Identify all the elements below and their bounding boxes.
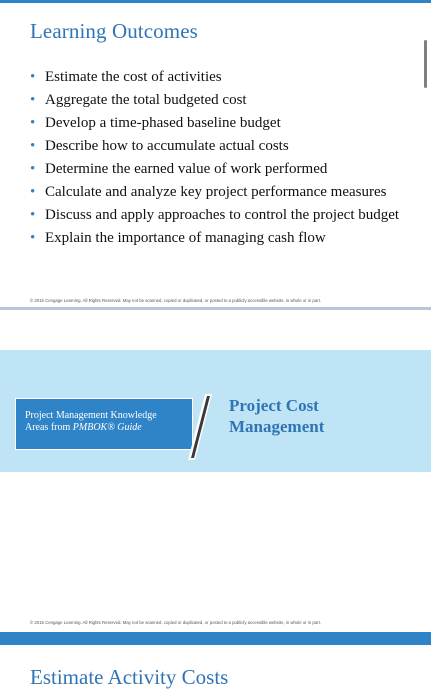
list-item-text: Estimate the cost of activities	[45, 69, 222, 85]
slide-project-cost-management	[0, 350, 431, 640]
list-item-text: Aggregate the total budgeted cost	[45, 92, 247, 108]
list-item	[30, 205, 426, 225]
list-item	[30, 113, 426, 133]
bullet-icon: •	[30, 92, 36, 108]
list-item	[30, 228, 426, 248]
slide-title: Learning Outcomes	[30, 19, 198, 43]
bullet-icon: •	[30, 115, 36, 131]
pmbok-guide-text: PMBOK® Guide	[72, 422, 142, 433]
list-item	[30, 159, 426, 179]
bullet-icon: •	[30, 184, 36, 200]
copyright-notice: © 2015 Cengage Learning. All Rights Reserved. May not be scanned, copied or duplicated, or posted to a publicly accessible website, in whole or in part.	[30, 298, 321, 303]
list-item-text: Determine the earned value of work performed	[45, 161, 328, 177]
bullet-icon: •	[30, 69, 36, 85]
knowledge-area-box	[15, 398, 193, 450]
slide-learning-outcomes	[0, 0, 431, 308]
slide-top-rule	[0, 0, 431, 3]
bullet-icon: •	[30, 161, 36, 177]
knowledge-area-line2	[25, 422, 192, 434]
list-item-text: Calculate and analyze key project performance measures	[45, 184, 387, 200]
list-item	[30, 182, 426, 202]
section-title	[229, 395, 324, 437]
knowledge-area-prefix: Areas from	[25, 422, 73, 433]
bullet-icon: •	[30, 207, 36, 223]
section-title-line2: Management	[229, 417, 325, 436]
slide-gap	[0, 310, 431, 350]
list-item-text: Develop a time-phased baseline budget	[45, 115, 281, 131]
list-item	[30, 67, 426, 87]
bullet-icon: •	[30, 138, 36, 154]
section-title-line1: Project Cost	[229, 396, 319, 415]
section-header-band	[0, 350, 431, 472]
learning-outcomes-list	[30, 67, 426, 251]
list-item	[30, 136, 426, 156]
slide-bottom-bar	[0, 632, 431, 646]
list-item-text: Describe how to accumulate actual costs	[45, 138, 289, 154]
list-item-text: Discuss and apply approaches to control the project budget	[45, 207, 400, 223]
knowledge-area-line1: Project Management Knowledge	[25, 410, 157, 421]
list-item	[30, 90, 426, 110]
slash-divider-icon	[188, 394, 212, 460]
slide-title: Estimate Activity Costs	[30, 665, 229, 689]
copyright-notice: © 2015 Cengage Learning. All Rights Reserved. May not be scanned, copied or duplicated, or posted to a publicly accessible website, in whole or in part.	[30, 620, 321, 625]
bullet-icon: •	[30, 230, 36, 246]
slide-estimate-activity-costs	[0, 645, 431, 700]
list-item-text: Explain the importance of managing cash flow	[45, 230, 326, 246]
